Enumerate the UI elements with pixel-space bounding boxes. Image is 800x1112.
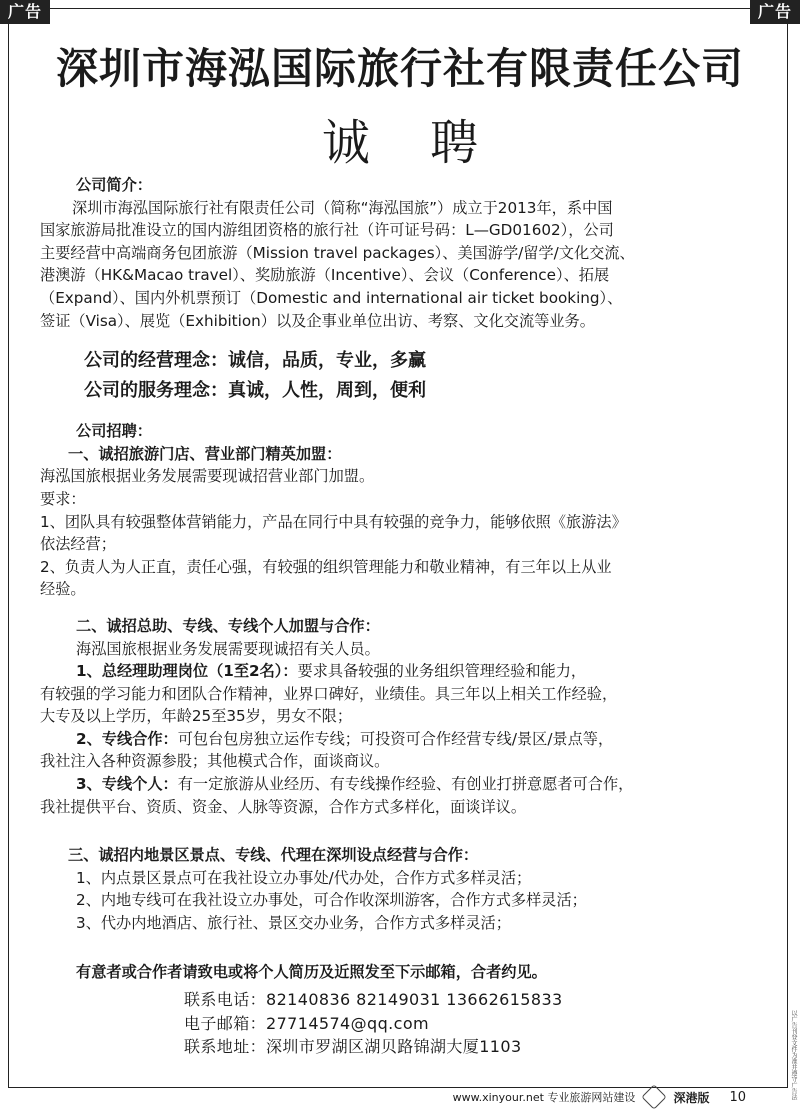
contact-address: 联系地址：深圳市罗湖区湖贝路锦湖大厦1103 [184, 1037, 522, 1056]
section2-item2-label: 2、专线合作： [76, 729, 178, 748]
section2-item2-text: 可包台包房独立运作专线；可投资可合作经营专线/景区/景点等， [177, 729, 614, 748]
intro-line: 签证（Visa）、展览（Exhibition）以及企事业单位出访、考察、文化交流等业务。 [40, 311, 595, 330]
footer-site: www.xinyour.net 专业旅游网站建设 [452, 1091, 636, 1104]
ad-body [40, 174, 760, 983]
side-note: 以广告刊登文件为准并遵守广告法 [790, 1010, 797, 1100]
company-name: 深圳市海泓国际旅行社有限责任公司 [55, 44, 744, 93]
footer-edition: 深港版 [673, 1090, 710, 1105]
section2-desc: 海泓国旅根据业务发展需要现诚招有关人员。 [76, 639, 380, 658]
section1-title: 一、诚招旅游门店、营业部门精英加盟： [68, 444, 342, 463]
section1-req-label: 要求： [40, 489, 86, 508]
section2-item1-label: 1、总经理助理岗位（1至2名）： [76, 662, 298, 681]
section1-req-line: 2、负责人为人正直，责任心强，有较强的组织管理能力和敬业精神，有三年以上从业 [40, 557, 612, 576]
page-footer [453, 1087, 746, 1107]
hiring-title: 诚聘 [321, 115, 538, 171]
intro-line: 港澳游（HK&Macao travel）、奖励旅游（Incentive）、会议（Conference）、拓展 [40, 266, 610, 285]
recruit-heading: 公司招聘： [76, 422, 152, 441]
contact-block [184, 988, 563, 1059]
business-philosophy: 公司的经营理念：诚信，品质，专业，多赢 [84, 350, 426, 372]
section2-item1 [40, 660, 760, 683]
section2-item1-line: 大专及以上学历，年龄25至35岁，男女不限； [40, 707, 353, 726]
section2-item2-line: 我社注入各种资源参股；其他模式合作，面谈商议。 [40, 752, 390, 771]
section2-item3-line: 我社提供平台、资质、资金、人脉等资源，合作方式多样化，面谈详议。 [40, 797, 526, 816]
page-number: 10 [729, 1089, 746, 1105]
intro-line: （Expand）、国内外机票预订（Domestic and international air ticket booking）、 [40, 288, 623, 307]
section2-item3 [40, 773, 760, 796]
intro-line: 国家旅游局批准设立的国内游组团资格的旅行社（许可证号码：L—GD01602），公司 [40, 221, 614, 240]
closing-note: 有意者或合作者请致电或将个人简历及近照发至下示邮箱，合者约见。 [76, 962, 547, 981]
section2-item1-text: 要求具备较强的业务组织管理经验和能力， [297, 662, 587, 681]
section1-req-line: 经验。 [40, 580, 86, 599]
section3-line: 1、内点景区景点可在我社设立办事处/代办处，合作方式多样灵活； [76, 868, 532, 887]
publication-logo-icon [642, 1084, 667, 1109]
section1-desc: 海泓国旅根据业务发展需要现诚招营业部门加盟。 [40, 467, 375, 486]
section3-title: 三、诚招内地景区景点、专线、代理在深圳设点经营与合作： [68, 846, 479, 865]
section1-req-line: 依法经营； [40, 535, 116, 554]
section2-title: 二、诚招总助、专线、专线个人加盟与合作： [76, 616, 380, 635]
section3-line: 2、内地专线可在我社设立办事处，可合作收深圳游客，合作方式多样灵活； [76, 891, 587, 910]
section1-req-line: 1、团队具有较强整体营销能力，产品在同行中具有较强的竞争力，能够依照《旅游法》 [40, 512, 627, 531]
intro-heading: 公司简介： [76, 176, 152, 194]
ad-label-right: 广告 [750, 0, 800, 24]
section3-line: 3、代办内地酒店、旅行社、景区交办业务，合作方式多样灵活； [76, 914, 511, 933]
contact-email: 电子邮箱：27714574@qq.com [184, 1013, 430, 1033]
section2-item3-label: 3、专线个人： [76, 775, 178, 794]
ad-label-left: 广告 [0, 0, 50, 24]
section2-item3-text: 有一定旅游从业经历、有专线操作经验、有创业打拼意愿者可合作， [177, 775, 634, 794]
service-philosophy: 公司的服务理念：真诚，人性，周到，便利 [84, 380, 426, 402]
section2-item1-line: 有较强的学习能力和团队合作精神，业界口碑好，业绩佳。具三年以上相关工作经验， [40, 684, 618, 703]
contact-phone: 联系电话：82140836 82149031 13662615833 [184, 990, 563, 1009]
intro-line: 主要经营中高端商务包团旅游（Mission travel packages）、美国游学/留学/文化交流、 [40, 243, 635, 262]
section2-item2 [40, 728, 760, 751]
intro-line: 深圳市海泓国际旅行社有限责任公司（简称“海泓国旅”）成立于2013年，系中国 [72, 198, 613, 217]
